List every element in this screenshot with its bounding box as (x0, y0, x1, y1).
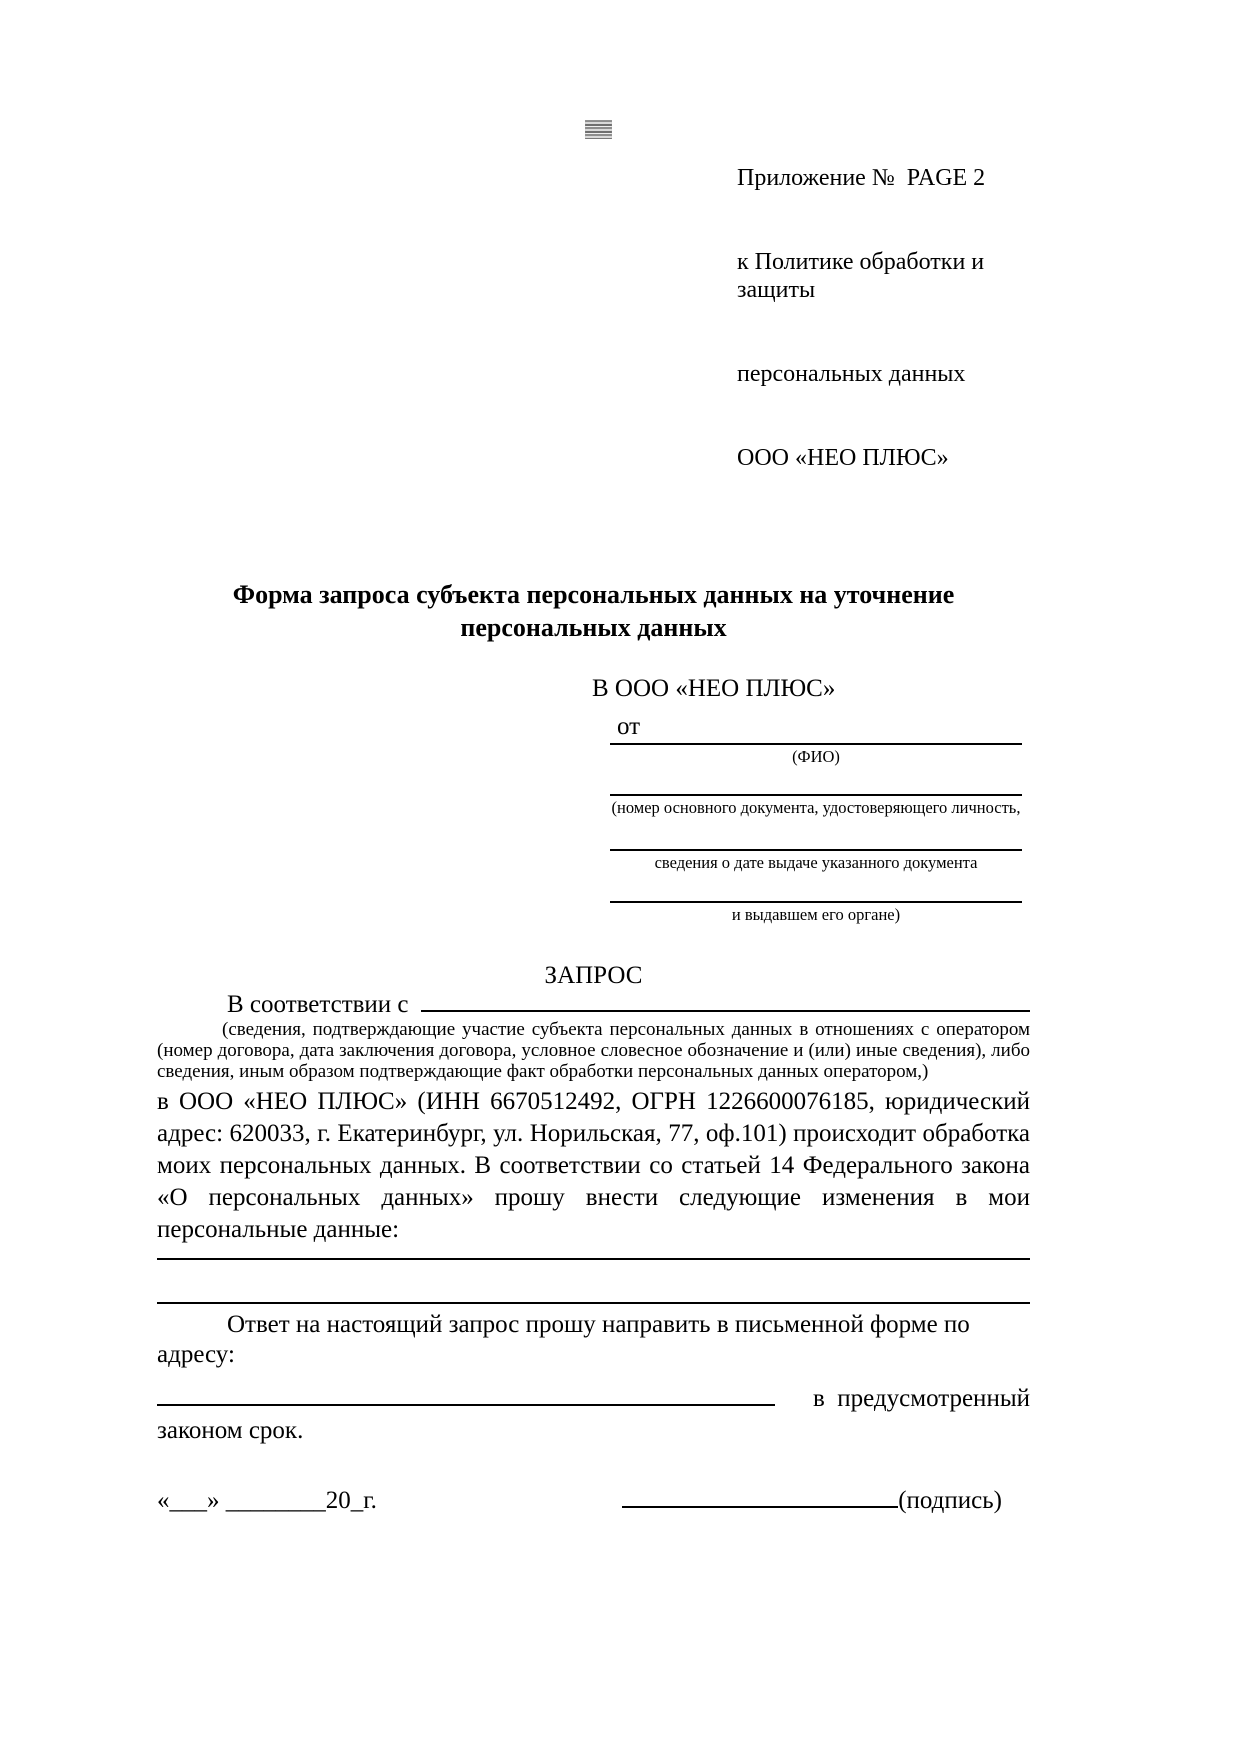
signature-row (157, 1486, 1030, 1516)
embedded-object-artifact-icon (585, 120, 612, 139)
addressee-fields (610, 743, 1022, 925)
addressee-block (157, 674, 1030, 742)
document-title: Форма запроса субъекта персональных данных на уточнение персональных данных (232, 580, 955, 642)
date-blank-text: «___» ________20_г. (157, 1487, 377, 1514)
signature-caption: (подпись) (898, 1487, 1002, 1514)
document-content (157, 0, 1030, 1516)
changes-field-line-1 (157, 1258, 1030, 1260)
intro-label: В соответствии с (227, 991, 409, 1018)
field-document-number (610, 794, 1022, 818)
reply-closing: законом срок. (157, 1417, 304, 1444)
basis-fine-print: (сведения, подтверждающие участие субъекта персональных данных в отношениях с оператором (номер договора, дата заключения договора, условное словесное обозначение и (или) иные сведения), либо сведения, иным образом подтверждающие факт обработки персональных данных оператором,) (157, 1019, 1030, 1082)
changes-field-line-2 (157, 1302, 1030, 1304)
field-issue-date (610, 849, 1022, 873)
reply-address-field-line (157, 1404, 775, 1406)
field-fio (610, 743, 1022, 767)
document-number-field-caption: (номер основного документа, удостоверяющего личность, (611, 798, 1021, 817)
reply-suffix-word: предусмотренный (837, 1385, 1030, 1412)
reply-address-row (157, 1384, 1030, 1414)
appendix-line: Приложение № PAGE 2 (737, 165, 986, 191)
addressee-from-label: от (617, 713, 641, 740)
request-body: в ООО «НЕО ПЛЮС» (ИНН 6670512492, ОГРН 1226600076185, юридический адрес: 620033, г. Екатеринбург, ул. Норильская, 77, оф.101) происходит обработка моих персональных данных. В соответствии со статьей 14 Федерального закона «О персональных данных» прошу внести следующие изменения в мои персональные данные: (157, 1088, 1030, 1243)
appendix-header-text (737, 108, 1030, 528)
intro-row (157, 991, 1030, 1019)
field-issuing-authority (610, 901, 1022, 925)
basis-field-line (421, 1010, 1030, 1012)
signature-field-line (622, 1506, 898, 1508)
appendix-line: к Политике обработки и защиты (737, 249, 991, 303)
request-heading: ЗАПРОС (544, 962, 643, 989)
appendix-line: персональных данных (737, 361, 966, 387)
issue-date-field-caption: сведения о дате выдаче указанного документа (654, 853, 978, 872)
issuing-authority-field-caption: и выдавшем его органе) (731, 905, 901, 924)
fio-field-caption: (ФИО) (792, 747, 840, 766)
reply-suffix-word: в (813, 1385, 825, 1412)
appendix-header (157, 108, 1030, 528)
addressee-to: В ООО «НЕО ПЛЮС» (592, 675, 836, 702)
appendix-line: ООО «НЕО ПЛЮС» (737, 445, 949, 471)
reply-sentence: Ответ на настоящий запрос прошу направить в письменной форме по адресу: (157, 1311, 970, 1368)
